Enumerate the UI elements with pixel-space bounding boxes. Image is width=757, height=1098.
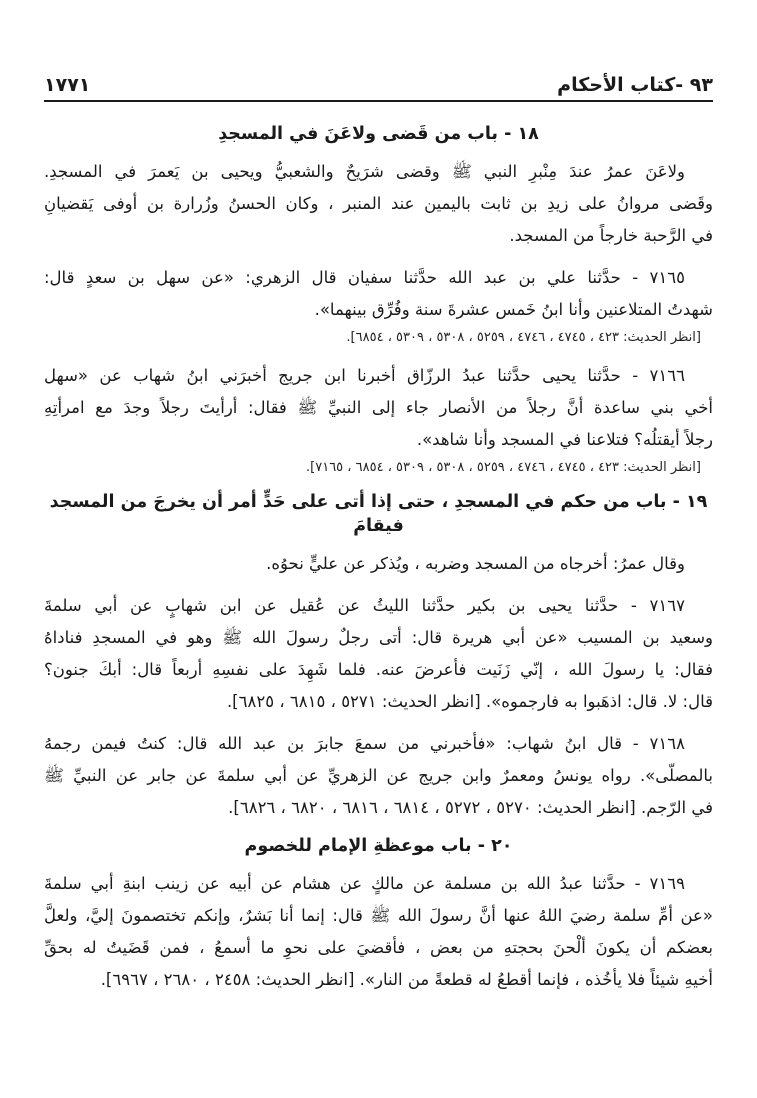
- hadith-7169: [44, 868, 713, 996]
- text-line: ولاعَنَ عمرُ عندَ مِنْبرِ النبي ﷺ وقضى شرَيحٌ والشعبيُّ ويحيى بن يَعمرَ في المسجدِ.: [44, 162, 685, 181]
- chapter-heading: ٢٠ - باب موعظةِ الإمام للخصوم: [244, 836, 513, 856]
- hadith-7166: [44, 360, 713, 480]
- page-header: [44, 62, 713, 102]
- text-line: فقال: يا رسولَ الله ، إنّي زَنَيت فأعرضَ عنه. فلما شَهِدَ على نفسِهِ أربعاً قال: أبكَ جنون؟: [44, 660, 713, 679]
- hadith-reference: [انظر الحديث: ٤٢٣ ، ٤٧٤٥ ، ٤٧٤٦ ، ٥٢٥٩ ، ٥٣٠٨ ، ٥٣٠٩ ، ٦٨٥٤ ، ٧١٦٥].: [306, 460, 701, 475]
- text-line: بعضكم أن يكونَ ألْحنَ بحجتهِ من بعض ، فأقضيَ على نحوِ ما أسمعُ ، فمن قَضَيتُ له بحقِّ: [44, 938, 713, 957]
- text-line: أخيهِ شيئاً فلا يأخُذه ، فإنما أقطعُ له قطعةً من النار». [انظر الحديث: ٢٤٥٨ ، ٢٦٨٠ ، ٦٩٦٧].: [100, 970, 713, 989]
- text-line: ٧١٦٦ - حدَّثنا يحيى حدَّثنا عبدُ الرزّاق أخبرنا ابن جريج أخبرَني ابنُ شهاب عن «سهل: [44, 366, 685, 385]
- running-title: ٩٣ -كتاب الأحكام: [557, 74, 713, 96]
- text-line: قال: لا. قال: اذهَبوا به فارجموه». [انظر الحديث: ٥٢٧١ ، ٦٨١٥ ، ٦٨٢٥].: [226, 692, 713, 711]
- text-line: ٧١٦٨ - قال ابنُ شهاب: «فأخبرني من سمعَ جابرَ بن عبد الله قال: كنتُ فيمن رجمهُ: [44, 734, 685, 753]
- text-line: في الرَّحبة خارجاً من المسجد.: [509, 226, 713, 245]
- chapter-intro: [44, 156, 713, 252]
- text-line: وقال عمرُ: أخرجاه من المسجد وضربه ، ويُذكر عن عليٍّ نحوُه.: [266, 554, 685, 573]
- hadith-7167: [44, 590, 713, 718]
- page-content: [44, 112, 713, 1006]
- text-line: ٧١٦٧ - حدَّثنا يحيى بن بكير حدَّثنا الليثُ عن عُقيل عن ابن شهابٍ عن أبي سلمةَ: [44, 596, 685, 615]
- page-number: ١٧٧١: [44, 74, 91, 96]
- hadith-7165: [44, 262, 713, 350]
- chapter-heading: ١٩ - باب من حكم في المسجدِ ، حتى إذا أتى على حَدٍّ أمر أن يخرجَ من المسجد فيقامَ: [49, 492, 708, 536]
- text-line: في الرّجم. [انظر الحديث: ٥٢٧٠ ، ٥٢٧٢ ، ٦٨١٤ ، ٦٨١٦ ، ٦٨٢٠ ، ٦٨٢٦].: [228, 798, 713, 817]
- chapter-intro: [44, 548, 713, 580]
- hadith-reference: [انظر الحديث: ٤٢٣ ، ٤٧٤٥ ، ٤٧٤٦ ، ٥٢٥٩ ، ٥٣٠٨ ، ٥٣٠٩ ، ٦٨٥٤].: [346, 330, 701, 345]
- text-line: بالمصلّى». رواه يونسُ ومعمرٌ وابن جريج عن الزهريِّ عن أبي سلمةَ عن جابر عن النبيِّ ﷺ: [44, 766, 713, 785]
- text-line: رجلاً أيقتلُه؟ فتلاعنا في المسجد وأنا شاهد».: [416, 430, 713, 449]
- text-line: شهدتُ المتلاعنين وأنا ابنُ خَمس عشرةَ سنة وفُرِّق بينهما».: [314, 300, 713, 319]
- text-line: أخي بني ساعدة أنَّ رجلاً من الأنصار جاء إلى النبيِّ ﷺ فقال: أرأيتَ رجلاً وجدَ مع امرأتِهِ: [44, 398, 713, 417]
- chapter-heading: ١٨ - باب من قَضى ولاعَنَ في المسجدِ: [218, 124, 539, 144]
- text-line: «عن أمِّ سلمة رضيَ اللهُ عنها أنَّ رسولَ الله ﷺ قال: إنما أنا بَشرٌ، وإنكم تختصمونَ إليَّ، ولعلَّ: [44, 906, 713, 925]
- text-line: وقَضى مروانُ على زيدِ بن ثابت باليمين عند المنبر ، وكان الحسنُ وزُرارة بن أوفى يَقضيانِ: [44, 194, 713, 213]
- text-line: ٧١٦٩ - حدَّثنا عبدُ الله بن مسلمة عن مالكٍ عن هشام عن أبيه عن زينب ابنةِ أبي سلمةَ: [44, 874, 685, 893]
- hadith-7168: [44, 728, 713, 824]
- text-line: ٧١٦٥ - حدَّثنا علي بن عبد الله حدَّثنا سفيان قال الزهري: «عن سهل بن سعدٍ قال:: [44, 268, 685, 287]
- text-line: وسعيد بن المسيب «عن أبي هريرة قال: أتى رجلٌ رسولَ الله ﷺ وهو في المسجدِ فناداهُ: [44, 628, 713, 647]
